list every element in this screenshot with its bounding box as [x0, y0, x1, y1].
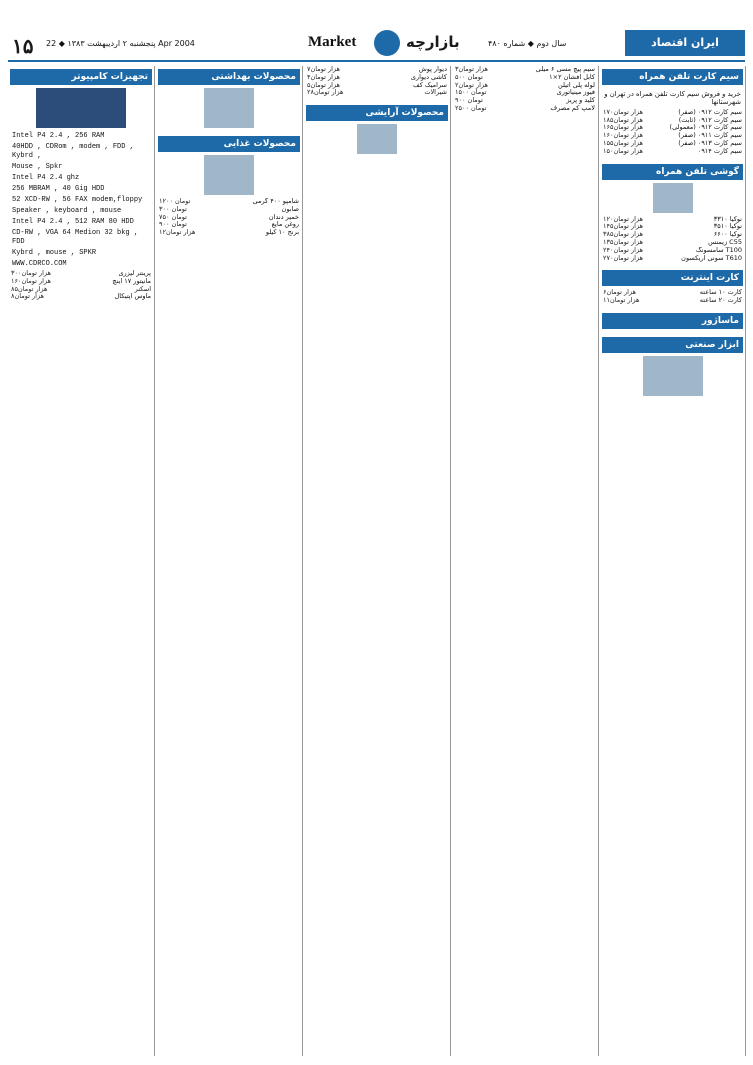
computer-ad-logo [36, 88, 126, 128]
price-value: ۲هزار تومان [455, 81, 488, 89]
price-row [156, 229, 302, 237]
item-name: نوکیا ۶۶۰۰ [713, 231, 742, 239]
page-header [8, 30, 745, 62]
price-row [600, 132, 745, 140]
price-value: ۱۶۰هزار تومان [11, 277, 51, 285]
price-value: ۲۵۰۰ تومان [455, 104, 487, 112]
item-name: کارت ۲۰ ساعته [699, 297, 742, 305]
price-row [156, 214, 302, 222]
issue-number: سال دوم ◆ شماره ۴۸۰ [488, 39, 567, 48]
section-sim-card: سیم کارت تلفن همراه [602, 69, 743, 85]
item-name: سیم کارت ۰۹۱۲ (معمولی) [669, 124, 742, 132]
price-row [600, 247, 745, 255]
sim-card-intro: خرید و فروش سیم کارت تلفن همراه در تهران و شهرستانها [604, 90, 741, 107]
section-massager: ماساژور [602, 313, 743, 329]
food-image [204, 155, 254, 195]
section-cosmetics: محصولات آرایشی [306, 105, 448, 121]
spec-line: Kybrd , mouse , SPKR [12, 249, 97, 257]
phone-list [600, 216, 745, 263]
price-value: ۹۰۰ تومان [455, 97, 483, 105]
item-name: صابون [281, 205, 299, 213]
price-row [8, 270, 154, 278]
food-list [156, 198, 302, 237]
price-row [8, 286, 154, 294]
section-food: محصولات غذایی [158, 136, 300, 152]
price-value: ۴هزار تومان [307, 73, 340, 81]
price-row [600, 109, 745, 117]
price-value: ۱۵۰۰ تومان [455, 89, 487, 97]
price-row [452, 97, 598, 105]
spec-line: CD-RW , VGA 64 Medion 32 bkg , FDD [12, 229, 139, 246]
price-row [304, 66, 450, 74]
issue-date: پنجشنبه ۲ اردیبهشت ۱۳۸۳ ◆ 22 Apr 2004 [46, 39, 195, 48]
price-value: ۷۵۰ تومان [159, 213, 187, 221]
price-row [600, 148, 745, 156]
item-name: سیم کارت ۰۹۱۴ [697, 147, 742, 155]
spec-line: Intel P4 2.4 ghz [12, 174, 80, 182]
item-name: زیمنس C55 [708, 238, 742, 246]
price-row [600, 117, 745, 125]
item-name: کلید و پریز [566, 97, 595, 105]
item-name: سیم پیچ مسی ۶ میلی [535, 66, 595, 73]
item-name: اسکنر [134, 285, 151, 293]
item-name: کارت ۱۰ ساعته [699, 289, 742, 297]
price-value: ۳۰۰هزار تومان [11, 270, 51, 277]
item-name: سامسونگ T100 [695, 246, 742, 254]
price-row [600, 216, 745, 224]
price-row [156, 198, 302, 206]
item-name: فیوز مینیاتوری [556, 89, 595, 97]
item-name: روغن مایع [271, 221, 299, 229]
price-value: ۳۰۰ تومان [159, 205, 187, 213]
price-row [304, 74, 450, 82]
item-name: شامپو ۴۰۰ گرمی [252, 198, 299, 205]
price-value: ۱۶۰هزار تومان [603, 132, 643, 140]
newspaper-logo: ایران اقتصاد [625, 30, 745, 56]
price-value: ۳۸۵هزار تومان [603, 231, 643, 239]
page-number: ۱۵ [12, 36, 34, 58]
hygiene-image [204, 88, 254, 128]
item-name: خمیر دندان [268, 213, 299, 221]
price-row [600, 140, 745, 148]
item-name: سیم کارت ۰۹۱۲ (ثابت) [678, 116, 742, 124]
item-name: ماوس اپتیکال [114, 293, 151, 301]
spec-line: WWW.CDRCO.COM [12, 260, 67, 268]
phone-image [653, 183, 693, 213]
price-value: ۲۸هزار تومان [307, 89, 344, 97]
section-hygiene: محصولات بهداشتی [158, 69, 300, 85]
price-value: ۱۸۵هزار تومان [603, 116, 643, 124]
column-1 [600, 66, 746, 1056]
price-row [600, 289, 745, 297]
price-row [8, 293, 154, 301]
price-row [600, 239, 745, 247]
market-title: Market [308, 34, 357, 50]
column-5 [8, 66, 155, 1056]
price-row [452, 89, 598, 97]
price-row [600, 255, 745, 263]
price-value: ۹۰۰ تومان [159, 221, 187, 229]
spec-line: Speaker , keyboard , mouse [12, 207, 122, 215]
item-name: کاشی دیواری [410, 73, 447, 81]
price-value: ۶هزار تومان [603, 289, 636, 297]
price-row [304, 89, 450, 97]
price-value: ۵هزار تومان [307, 81, 340, 89]
item-name: مانیتور ۱۷ اینچ [112, 277, 151, 285]
cosmetics-image [357, 124, 397, 154]
item-name: لوله پلی اتیلن [558, 81, 595, 89]
spec-line: 52 XCD-RW , 56 FAX modem,floppy [12, 196, 143, 204]
section-internet-card: کارت اینترنت [602, 270, 743, 286]
price-value: ۸هزار تومان [11, 293, 44, 301]
item-name: سرامیک کف [413, 81, 447, 89]
price-row [452, 66, 598, 74]
tools-image [643, 356, 703, 396]
electrical-list [452, 66, 598, 113]
price-value: ۱۷۰هزار تومان [603, 108, 643, 116]
price-value: ۳هزار تومان [455, 66, 488, 73]
price-value: ۱۲۰هزار تومان [603, 215, 643, 223]
price-row [156, 206, 302, 214]
price-row [600, 223, 745, 231]
item-name: کابل افشان ۲×۱ [549, 73, 595, 81]
price-row [600, 124, 745, 132]
globe-icon [374, 30, 400, 56]
column-3 [304, 66, 451, 1056]
price-value: ۷هزار تومان [307, 66, 340, 73]
item-name: سونی اریکسون T610 [681, 254, 742, 262]
section-mobile-phone: گوشی تلفن همراه [602, 164, 743, 180]
price-row [600, 297, 745, 305]
item-name: شیرآلات [424, 89, 447, 97]
section-computer: تجهیزات کامپیوتر [10, 69, 152, 85]
spec-line: 40HDD , CDRom , modem , FDD , Kybrd , [12, 143, 134, 160]
item-name: نوکیا ۳۵۱۰ [713, 223, 742, 231]
price-row [452, 82, 598, 90]
item-name: نوکیا ۳۳۱۰ [713, 215, 742, 223]
spec-line: 256 MBRAM , 40 Gig HDD [12, 185, 105, 193]
building-list [304, 66, 450, 97]
price-value: ۱۵۰هزار تومان [603, 147, 643, 155]
price-row [8, 278, 154, 286]
item-name: پرینتر لیزری [118, 270, 151, 277]
price-value: ۱۳۵هزار تومان [603, 238, 643, 246]
item-name: سیم کارت ۰۹۱۱ (صفر) [678, 132, 742, 140]
item-name: لامپ کم مصرف [550, 104, 595, 112]
price-value: ۲۷۰هزار تومان [603, 254, 643, 262]
price-value: ۱۲۰۰ تومان [159, 198, 191, 205]
price-value: ۱۶۵هزار تومان [603, 124, 643, 132]
item-name: دیوار پوش [418, 66, 447, 73]
section-industrial-tools: ابزار صنعتی [602, 337, 743, 353]
item-name: برنج ۱۰ کیلو [265, 229, 299, 237]
price-row [304, 82, 450, 90]
price-row [600, 231, 745, 239]
sim-card-list [600, 109, 745, 156]
column-2 [452, 66, 599, 1056]
item-name: سیم کارت ۰۹۱۳ (صفر) [678, 140, 742, 147]
computer-specs [8, 131, 154, 270]
price-value: ۱۱هزار تومان [603, 297, 640, 305]
price-row [452, 74, 598, 82]
price-value: ۱۵۵هزار تومان [603, 140, 643, 147]
price-value: ۱۴۵هزار تومان [603, 223, 643, 231]
bazarche-title: بازارچه [406, 33, 460, 51]
computer-list [8, 270, 154, 301]
price-value: ۱۲هزار تومان [159, 229, 196, 237]
price-value: ۲۴۰هزار تومان [603, 246, 643, 254]
spec-line: Intel P4 2.4 , 512 RAM 80 HDD [12, 218, 134, 226]
price-row [452, 105, 598, 113]
column-4 [156, 66, 303, 1056]
spec-line: Mouse , Spkr [12, 163, 63, 171]
price-value: ۵۰۰ تومان [455, 73, 483, 81]
item-name: سیم کارت ۰۹۱۲ (صفر) [678, 108, 742, 116]
price-row [156, 221, 302, 229]
internet-list [600, 289, 745, 305]
price-value: ۸۵هزار تومان [11, 285, 48, 293]
spec-line: Intel P4 2.4 , 256 RAM [12, 132, 105, 140]
